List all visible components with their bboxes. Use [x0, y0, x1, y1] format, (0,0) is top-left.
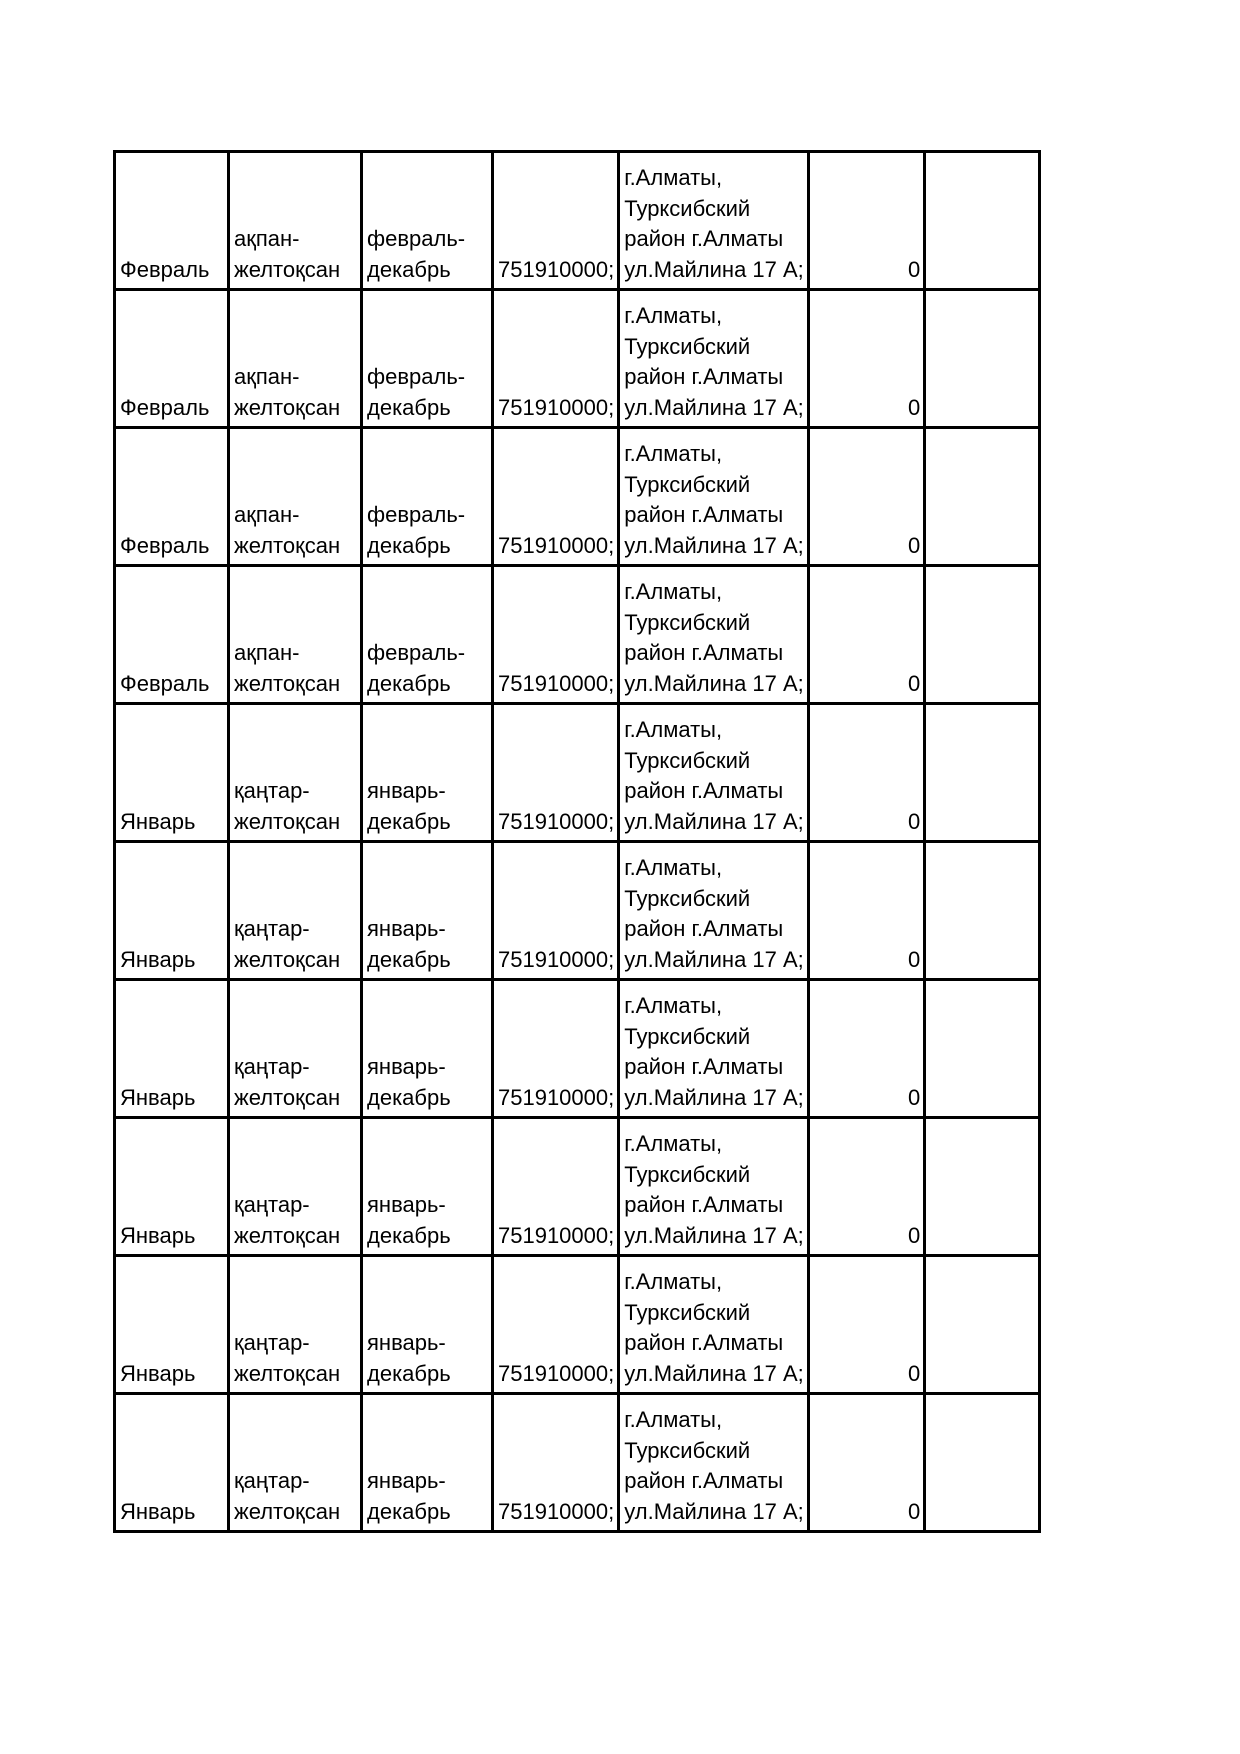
- value-text: 0: [907, 394, 921, 420]
- address-line: Турксибский: [624, 1023, 751, 1049]
- address-line: г.Алматы,: [624, 303, 723, 328]
- address-cell[interactable]: [619, 290, 809, 428]
- code-text: 751910000;: [498, 256, 615, 282]
- code-text: 751910000;: [498, 946, 615, 972]
- month-text: Январь: [120, 946, 196, 972]
- address-line: Турксибский: [624, 195, 751, 221]
- extra-cell[interactable]: [925, 704, 1040, 842]
- code-text: 751910000;: [498, 532, 615, 558]
- table-row: [115, 1256, 1040, 1394]
- period-kz-line: қаңтар-: [234, 1330, 310, 1355]
- period-ru-line: декабрь: [367, 946, 451, 972]
- code-cell[interactable]: [493, 566, 619, 704]
- extra-cell[interactable]: [925, 980, 1040, 1118]
- table-row: [115, 842, 1040, 980]
- month-text: Январь: [120, 1498, 196, 1524]
- period-kz-line: желтоқсан: [234, 1498, 341, 1524]
- month-cell[interactable]: [115, 1118, 229, 1256]
- address-cell[interactable]: [619, 428, 809, 566]
- period-ru-line: декабрь: [367, 1498, 451, 1524]
- extra-cell[interactable]: [925, 1118, 1040, 1256]
- value-text: 0: [907, 670, 921, 696]
- table-row: [115, 566, 1040, 704]
- period-kz-line: желтоқсан: [234, 1084, 341, 1110]
- address-cell[interactable]: [619, 1256, 809, 1394]
- period-ru-line: январь-: [367, 1054, 446, 1079]
- code-cell[interactable]: [493, 1256, 619, 1394]
- period-ru-line: декабрь: [367, 1222, 451, 1248]
- address-line: ул.Майлина 17 А;: [624, 1360, 804, 1386]
- period-ru-line: январь-: [367, 1192, 446, 1217]
- period-kz-line: желтоқсан: [234, 1222, 341, 1248]
- address-line: ул.Майлина 17 А;: [624, 394, 804, 420]
- period-kz-cell[interactable]: [229, 842, 362, 980]
- period-kz-line: ақпан-: [234, 640, 300, 665]
- period-kz-line: желтоқсан: [234, 1360, 341, 1386]
- period-ru-line: декабрь: [367, 532, 451, 558]
- address-line: район г.Алматы: [624, 226, 784, 251]
- extra-cell[interactable]: [925, 566, 1040, 704]
- code-text: 751910000;: [498, 394, 615, 420]
- month-cell[interactable]: [115, 152, 229, 290]
- month-text: Февраль: [120, 394, 210, 420]
- address-line: район г.Алматы: [624, 640, 784, 665]
- value-text: 0: [907, 1360, 921, 1386]
- value-text: 0: [907, 256, 921, 282]
- period-ru-line: декабрь: [367, 808, 451, 834]
- address-line: г.Алматы,: [624, 1131, 723, 1156]
- month-cell[interactable]: [115, 566, 229, 704]
- value-cell[interactable]: [809, 428, 925, 566]
- table-body: [115, 152, 1040, 1532]
- address-line: ул.Майлина 17 А;: [624, 946, 804, 972]
- address-line: Турксибский: [624, 1299, 751, 1325]
- period-ru-cell[interactable]: [362, 1256, 493, 1394]
- address-line: г.Алматы,: [624, 579, 723, 604]
- address-cell[interactable]: [619, 704, 809, 842]
- table-row: [115, 152, 1040, 290]
- address-line: г.Алматы,: [624, 993, 723, 1018]
- month-cell[interactable]: [115, 842, 229, 980]
- value-cell[interactable]: [809, 152, 925, 290]
- period-ru-line: декабрь: [367, 670, 451, 696]
- period-ru-line: декабрь: [367, 256, 451, 282]
- month-cell[interactable]: [115, 1256, 229, 1394]
- address-line: Турксибский: [624, 333, 751, 359]
- value-text: 0: [907, 1084, 921, 1110]
- value-text: 0: [907, 532, 921, 558]
- period-kz-cell[interactable]: [229, 980, 362, 1118]
- code-cell[interactable]: [493, 1118, 619, 1256]
- period-kz-cell[interactable]: [229, 1256, 362, 1394]
- period-ru-line: декабрь: [367, 1084, 451, 1110]
- table-row: [115, 290, 1040, 428]
- address-line: Турксибский: [624, 1161, 751, 1187]
- period-kz-line: желтоқсан: [234, 946, 341, 972]
- period-kz-line: желтоқсан: [234, 394, 341, 420]
- period-kz-line: қаңтар-: [234, 1468, 310, 1493]
- value-text: 0: [907, 808, 921, 834]
- extra-cell[interactable]: [925, 842, 1040, 980]
- address-line: район г.Алматы: [624, 502, 784, 527]
- address-cell[interactable]: [619, 566, 809, 704]
- period-kz-cell[interactable]: [229, 428, 362, 566]
- period-kz-line: желтоқсан: [234, 808, 341, 834]
- address-cell[interactable]: [619, 842, 809, 980]
- period-ru-cell[interactable]: [362, 1394, 493, 1532]
- extra-cell[interactable]: [925, 428, 1040, 566]
- code-text: 751910000;: [498, 670, 615, 696]
- period-ru-line: февраль-: [367, 226, 466, 251]
- code-text: 751910000;: [498, 1360, 615, 1386]
- address-line: Турксибский: [624, 885, 751, 911]
- period-ru-cell[interactable]: [362, 566, 493, 704]
- period-kz-cell[interactable]: [229, 566, 362, 704]
- code-cell[interactable]: [493, 290, 619, 428]
- value-cell[interactable]: [809, 1256, 925, 1394]
- address-line: Турксибский: [624, 609, 751, 635]
- month-text: Январь: [120, 1360, 196, 1386]
- period-ru-line: февраль-: [367, 364, 466, 389]
- value-cell[interactable]: [809, 1394, 925, 1532]
- period-kz-line: қаңтар-: [234, 1054, 310, 1079]
- period-ru-line: январь-: [367, 1468, 446, 1493]
- extra-cell[interactable]: [925, 290, 1040, 428]
- period-kz-line: ақпан-: [234, 502, 300, 527]
- address-line: ул.Майлина 17 А;: [624, 1084, 804, 1110]
- address-line: Турксибский: [624, 1437, 751, 1463]
- code-cell[interactable]: [493, 704, 619, 842]
- address-line: Турксибский: [624, 747, 751, 773]
- period-kz-cell[interactable]: [229, 1118, 362, 1256]
- period-ru-cell[interactable]: [362, 428, 493, 566]
- value-text: 0: [907, 946, 921, 972]
- code-cell[interactable]: [493, 152, 619, 290]
- period-kz-cell[interactable]: [229, 1394, 362, 1532]
- address-line: г.Алматы,: [624, 165, 723, 190]
- period-kz-line: желтоқсан: [234, 670, 341, 696]
- period-ru-cell[interactable]: [362, 290, 493, 428]
- month-text: Февраль: [120, 670, 210, 696]
- address-line: г.Алматы,: [624, 1407, 723, 1432]
- address-line: ул.Майлина 17 А;: [624, 670, 804, 696]
- code-cell[interactable]: [493, 842, 619, 980]
- address-line: ул.Майлина 17 А;: [624, 808, 804, 834]
- address-cell[interactable]: [619, 980, 809, 1118]
- month-cell[interactable]: [115, 704, 229, 842]
- month-cell[interactable]: [115, 428, 229, 566]
- period-ru-line: декабрь: [367, 394, 451, 420]
- code-cell[interactable]: [493, 980, 619, 1118]
- period-kz-line: ақпан-: [234, 364, 300, 389]
- address-line: район г.Алматы: [624, 916, 784, 941]
- address-line: ул.Майлина 17 А;: [624, 532, 804, 558]
- period-kz-cell[interactable]: [229, 290, 362, 428]
- month-text: Январь: [120, 808, 196, 834]
- code-cell[interactable]: [493, 1394, 619, 1532]
- month-text: Январь: [120, 1222, 196, 1248]
- extra-cell[interactable]: [925, 1394, 1040, 1532]
- table-row: [115, 704, 1040, 842]
- extra-cell[interactable]: [925, 1256, 1040, 1394]
- month-cell[interactable]: [115, 290, 229, 428]
- address-line: ул.Майлина 17 А;: [624, 1222, 804, 1248]
- code-cell[interactable]: [493, 428, 619, 566]
- period-ru-line: февраль-: [367, 640, 466, 665]
- table-row: [115, 980, 1040, 1118]
- value-cell[interactable]: [809, 1118, 925, 1256]
- address-line: район г.Алматы: [624, 778, 784, 803]
- value-text: 0: [907, 1498, 921, 1524]
- address-cell[interactable]: [619, 1118, 809, 1256]
- period-kz-line: қаңтар-: [234, 1192, 310, 1217]
- month-cell[interactable]: [115, 1394, 229, 1532]
- code-text: 751910000;: [498, 808, 615, 834]
- address-line: г.Алматы,: [624, 717, 723, 742]
- period-ru-cell[interactable]: [362, 704, 493, 842]
- month-text: Январь: [120, 1084, 196, 1110]
- address-line: ул.Майлина 17 А;: [624, 256, 804, 282]
- code-text: 751910000;: [498, 1084, 615, 1110]
- address-line: Турксибский: [624, 471, 751, 497]
- period-ru-cell[interactable]: [362, 1118, 493, 1256]
- period-ru-line: январь-: [367, 916, 446, 941]
- address-line: район г.Алматы: [624, 1330, 784, 1355]
- period-kz-line: желтоқсан: [234, 532, 341, 558]
- address-line: район г.Алматы: [624, 1468, 784, 1493]
- period-ru-cell[interactable]: [362, 842, 493, 980]
- address-cell[interactable]: [619, 152, 809, 290]
- table-row: [115, 1394, 1040, 1532]
- period-kz-line: қаңтар-: [234, 916, 310, 941]
- month-cell[interactable]: [115, 980, 229, 1118]
- value-cell[interactable]: [809, 566, 925, 704]
- extra-cell[interactable]: [925, 152, 1040, 290]
- month-text: Февраль: [120, 256, 210, 282]
- period-ru-line: декабрь: [367, 1360, 451, 1386]
- month-text: Февраль: [120, 532, 210, 558]
- address-cell[interactable]: [619, 1394, 809, 1532]
- address-line: район г.Алматы: [624, 1054, 784, 1079]
- address-line: г.Алматы,: [624, 1269, 723, 1294]
- period-ru-line: февраль-: [367, 502, 466, 527]
- period-ru-cell[interactable]: [362, 152, 493, 290]
- period-ru-cell[interactable]: [362, 980, 493, 1118]
- code-text: 751910000;: [498, 1498, 615, 1524]
- table-row: [115, 1118, 1040, 1256]
- value-cell[interactable]: [809, 704, 925, 842]
- address-line: район г.Алматы: [624, 364, 784, 389]
- address-line: ул.Майлина 17 А;: [624, 1498, 804, 1524]
- value-cell[interactable]: [809, 980, 925, 1118]
- code-text: 751910000;: [498, 1222, 615, 1248]
- period-ru-line: январь-: [367, 1330, 446, 1355]
- period-kz-line: ақпан-: [234, 226, 300, 251]
- period-kz-cell[interactable]: [229, 704, 362, 842]
- period-kz-line: қаңтар-: [234, 778, 310, 803]
- address-line: район г.Алматы: [624, 1192, 784, 1217]
- spreadsheet-table: [113, 150, 1041, 1533]
- period-kz-line: желтоқсан: [234, 256, 341, 282]
- period-kz-cell[interactable]: [229, 152, 362, 290]
- table-row: [115, 428, 1040, 566]
- value-cell[interactable]: [809, 290, 925, 428]
- period-ru-line: январь-: [367, 778, 446, 803]
- value-text: 0: [907, 1222, 921, 1248]
- address-line: г.Алматы,: [624, 441, 723, 466]
- address-line: г.Алматы,: [624, 855, 723, 880]
- value-cell[interactable]: [809, 842, 925, 980]
